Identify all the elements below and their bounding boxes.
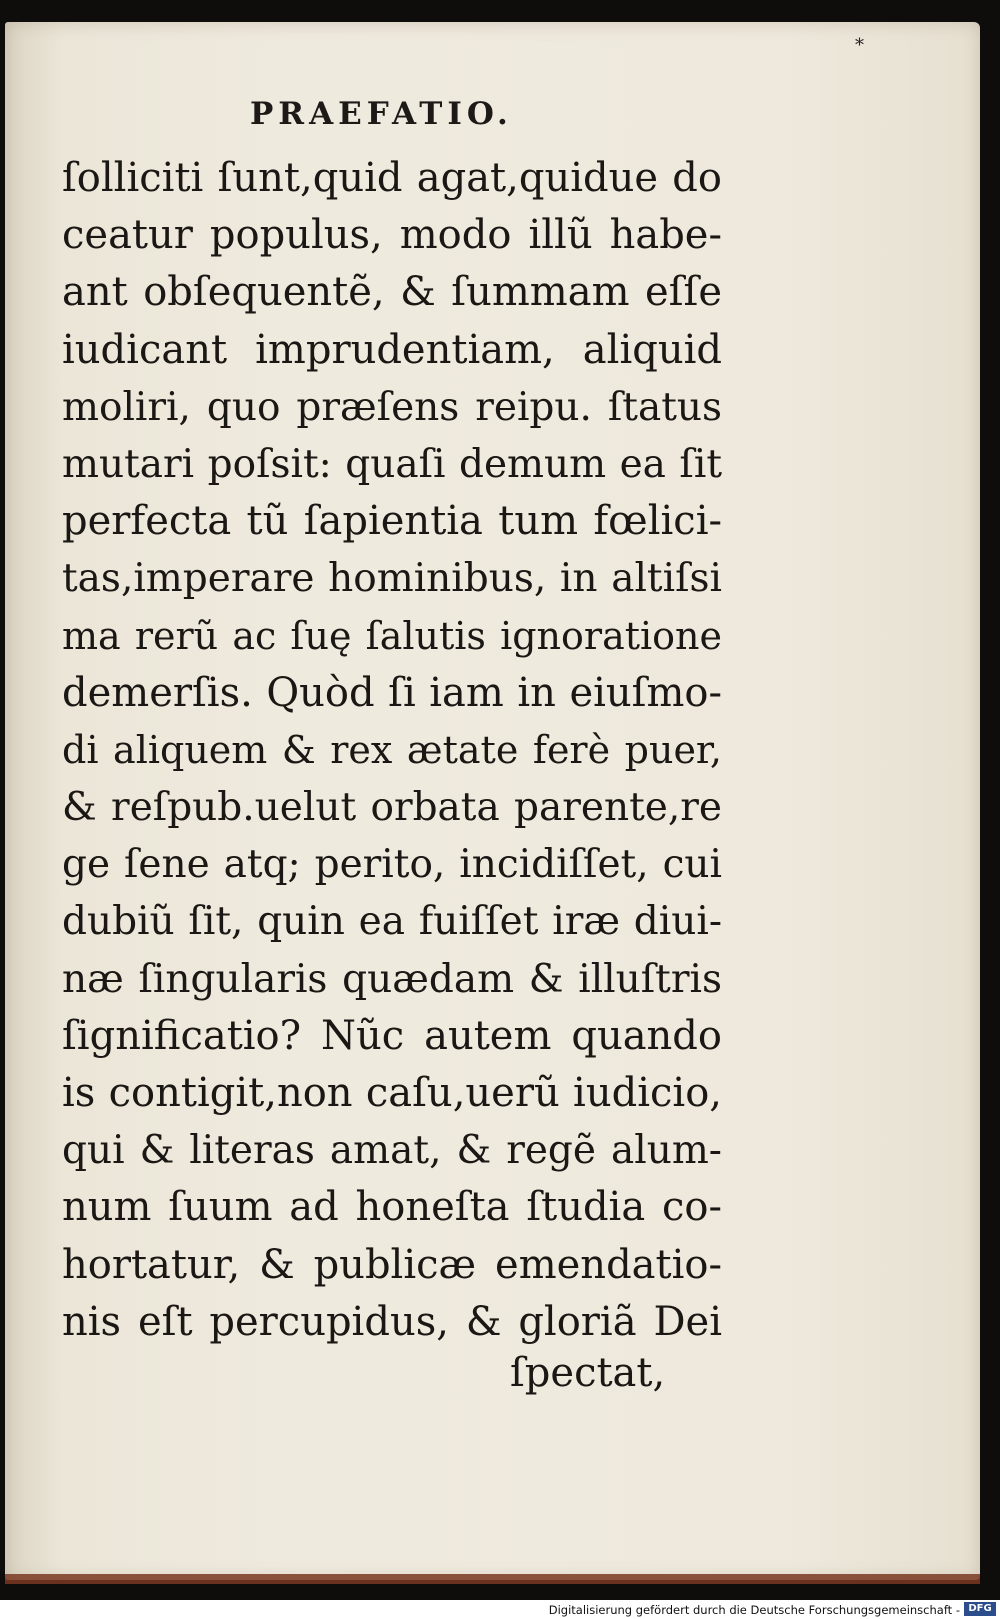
- running-head: PRAEFATIO.: [250, 96, 513, 132]
- catchword: ſpectat,: [510, 1350, 666, 1396]
- text-line: ceatur populus, modo illũ habe-: [62, 212, 722, 259]
- funding-credit: Digitalisierung gefördert durch die Deutsche Forschungsgemeinschaft -: [548, 1603, 960, 1617]
- page-bottom-edge: [5, 1574, 980, 1584]
- body-text: [62, 150, 722, 1351]
- text-line: moliri, quo præſens reipu. ſtatus: [62, 384, 722, 430]
- text-line: ma rerũ ac ſuę ſalutis ignoratione: [62, 613, 722, 658]
- text-line: næ ſingularis quædam & illuſtris: [62, 956, 722, 1002]
- text-line: ſolliciti ſunt,quid agat,quidue do: [62, 155, 722, 201]
- text-line: mutari poſsit: quaſi demum ea ſit: [62, 441, 722, 487]
- text-line: dubiũ ſit, quin ea fuiſſet iræ diui-: [62, 899, 722, 945]
- text-line: tas,imperare hominibus, in altiſsi: [62, 556, 722, 602]
- text-line: demerſis. Quòd ſi iam in eiuſmo-: [62, 669, 722, 716]
- dfg-logo: DFG: [964, 1602, 996, 1616]
- text-line: nis eſt percupidus, & gloriã Dei: [62, 1298, 722, 1345]
- text-line: ant obſequentẽ, & ſummam eſſe: [62, 269, 722, 316]
- text-line: di aliquem & rex ætate ferè puer,: [62, 727, 722, 772]
- text-line: iudicant imprudentiam, aliquid: [62, 326, 722, 373]
- corner-mark: *: [855, 35, 864, 56]
- text-line: num ſuum ad honeſta ſtudia co-: [62, 1184, 722, 1231]
- text-line: ge ſene atq; perito, incidiſſet, cui: [62, 842, 722, 888]
- text-line: qui & literas amat, & regẽ alum-: [62, 1128, 722, 1174]
- text-line: perfecta tũ ſapientia tum fœlici-: [62, 498, 722, 545]
- text-line: ſignificatio? Nũc autem quando: [62, 1012, 722, 1059]
- text-line: & reſpub.uelut orbata parente,re: [62, 785, 722, 831]
- text-line: is contigit,non caſu,uerũ iudicio,: [62, 1070, 722, 1116]
- text-line: hortatur, & publicæ emendatio-: [62, 1241, 722, 1288]
